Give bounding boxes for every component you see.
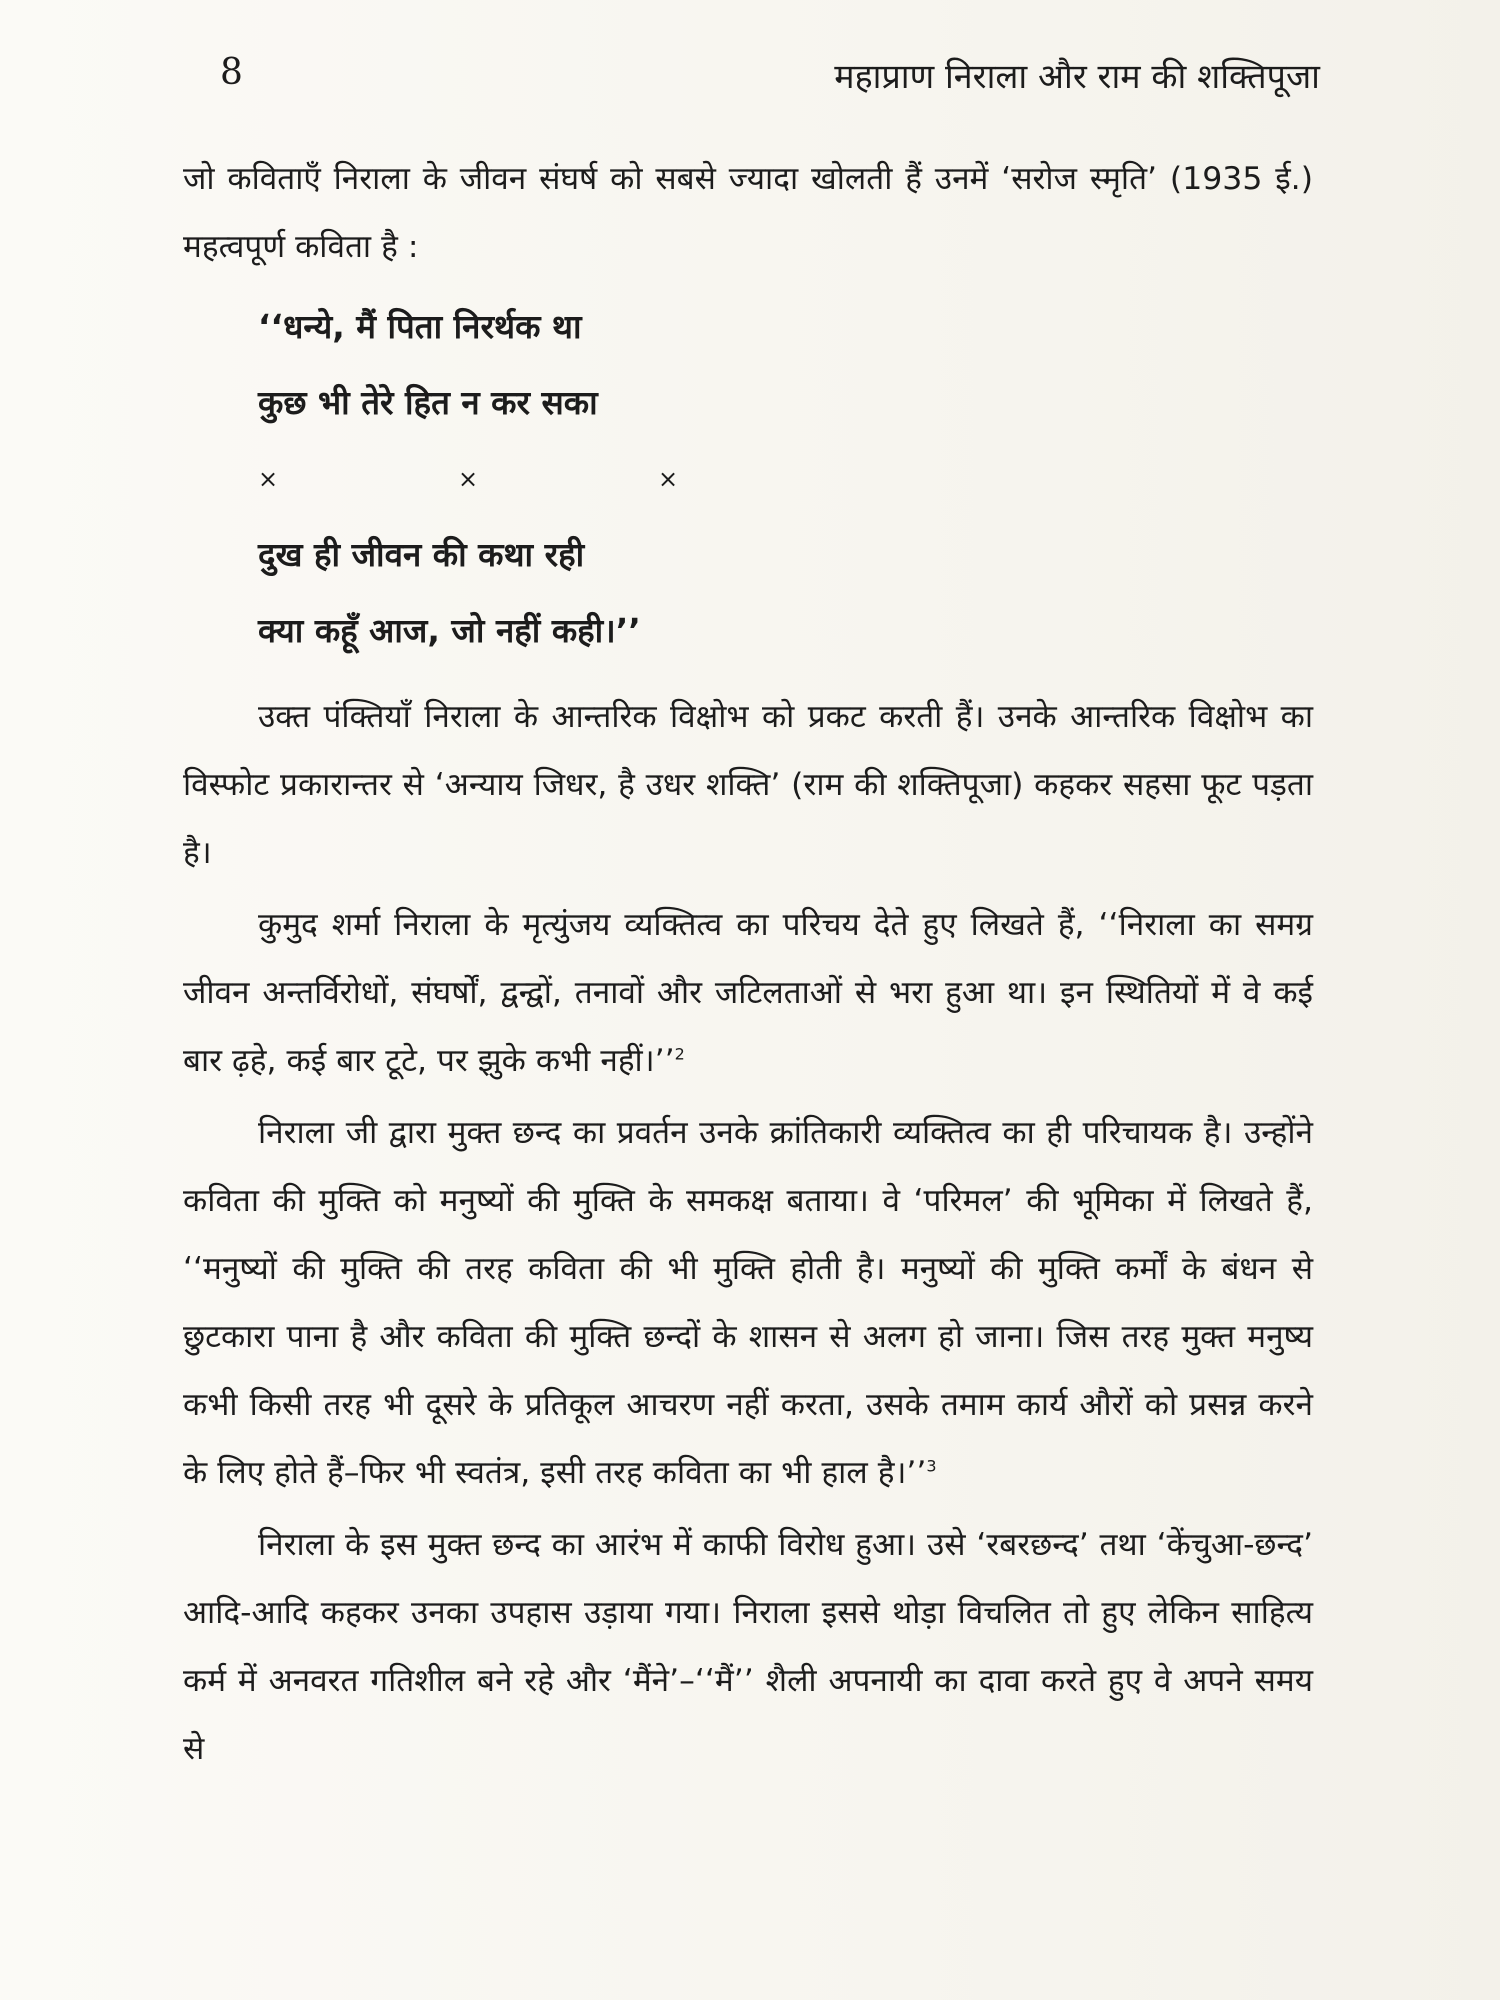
paragraph-1: जो कविताएँ निराला के जीवन संघर्ष को सबसे ज्यादा खोलती हैं उनमें ‘सरोज स्मृति’ (1935 ई.) महत्वपूर्ण कविता है : — [183, 161, 1313, 265]
footnote-ref-2: 2 — [674, 1044, 685, 1064]
verse-line-2: कुछ भी तेरे हित न कर सका — [258, 383, 598, 422]
paragraph-5: निराला के इस मुक्त छन्द का आरंभ में काफी विरोध हुआ। उसे ‘रबरछन्द’ तथा ‘केंचुआ-छन्द’ आदि-आदि कहकर उनका उपहास उड़ाया गया। निराला इससे थोड़ा विचलित तो हुए लेकिन साहित्य कर्म में अनवरत गतिशील बने रहे और ‘मैंने’–‘‘मैं’’ शैली अपनायी का दावा करते हुए वे अपने समय से — [183, 1527, 1313, 1767]
verse-line-1: ‘‘धन्ये, मैं पिता निरर्थक था — [258, 307, 582, 346]
separator-mark: × — [258, 465, 279, 493]
page-number: 8 — [220, 52, 243, 93]
paragraph-3-text: कुमुद शर्मा निराला के मृत्युंजय व्यक्तित्व का परिचय देते हुए लिखते हैं, ‘‘निराला का समग्र जीवन अन्तर्विरोधों, संघर्षों, द्वन्द्वों, तनावों और जटिलताओं से भरा हुआ था। इन स्थितियों में वे कई बार ढ़हे, कई बार टूटे, पर झुके कभी नहीं।’’ — [183, 907, 1313, 1079]
paragraph-3 — [183, 891, 1313, 1095]
verse-line-3: दुख ही जीवन की कथा रही — [258, 535, 585, 574]
quoted-verse — [258, 289, 1313, 669]
separator-mark: × — [658, 465, 679, 493]
paragraph-4 — [183, 1099, 1313, 1507]
footnote-ref-3: 3 — [926, 1456, 937, 1476]
running-title: महाप्राण निराला और राम की शक्तिपूजा — [834, 57, 1320, 97]
paragraph-4-text: निराला जी द्वारा मुक्त छन्द का प्रवर्तन उनके क्रांतिकारी व्यक्तित्व का ही परिचायक है। उन्होंने कविता की मुक्ति को मनुष्यों की मुक्ति के समकक्ष बताया। वे ‘परिमल’ की भूमिका में लिखते हैं, ‘‘मनुष्यों की मुक्ति की तरह कविता की भी मुक्ति होती है। मनुष्यों की मुक्ति कर्मों के बंधन से छुटकारा पाना है और कविता की मुक्ति छन्दों के शासन से अलग हो जाना। जिस तरह मुक्त मनुष्य कभी किसी तरह भी दूसरे के प्रतिकूल आचरण नहीं करता, उसके तमाम कार्य औरों को प्रसन्न करने के लिए होते हैं–फिर भी स्वतंत्र, इसी तरह कविता का भी हाल है।’’ — [183, 1115, 1313, 1491]
page-header — [220, 52, 1320, 112]
separator-mark: × — [458, 465, 479, 493]
paragraph-2: उक्त पंक्तियाँ निराला के आन्तरिक विक्षोभ को प्रकट करती हैं। उनके आन्तरिक विक्षोभ का विस्फोट प्रकारान्तर से ‘अन्याय जिधर, है उधर शक्ति’ (राम की शक्तिपूजा) कहकर सहसा फूट पड़ता है। — [183, 699, 1313, 871]
verse-separator — [258, 441, 1313, 517]
page-body — [183, 145, 1313, 1783]
verse-line-4: क्या कहूँ आज, जो नहीं कही।’’ — [258, 611, 641, 650]
